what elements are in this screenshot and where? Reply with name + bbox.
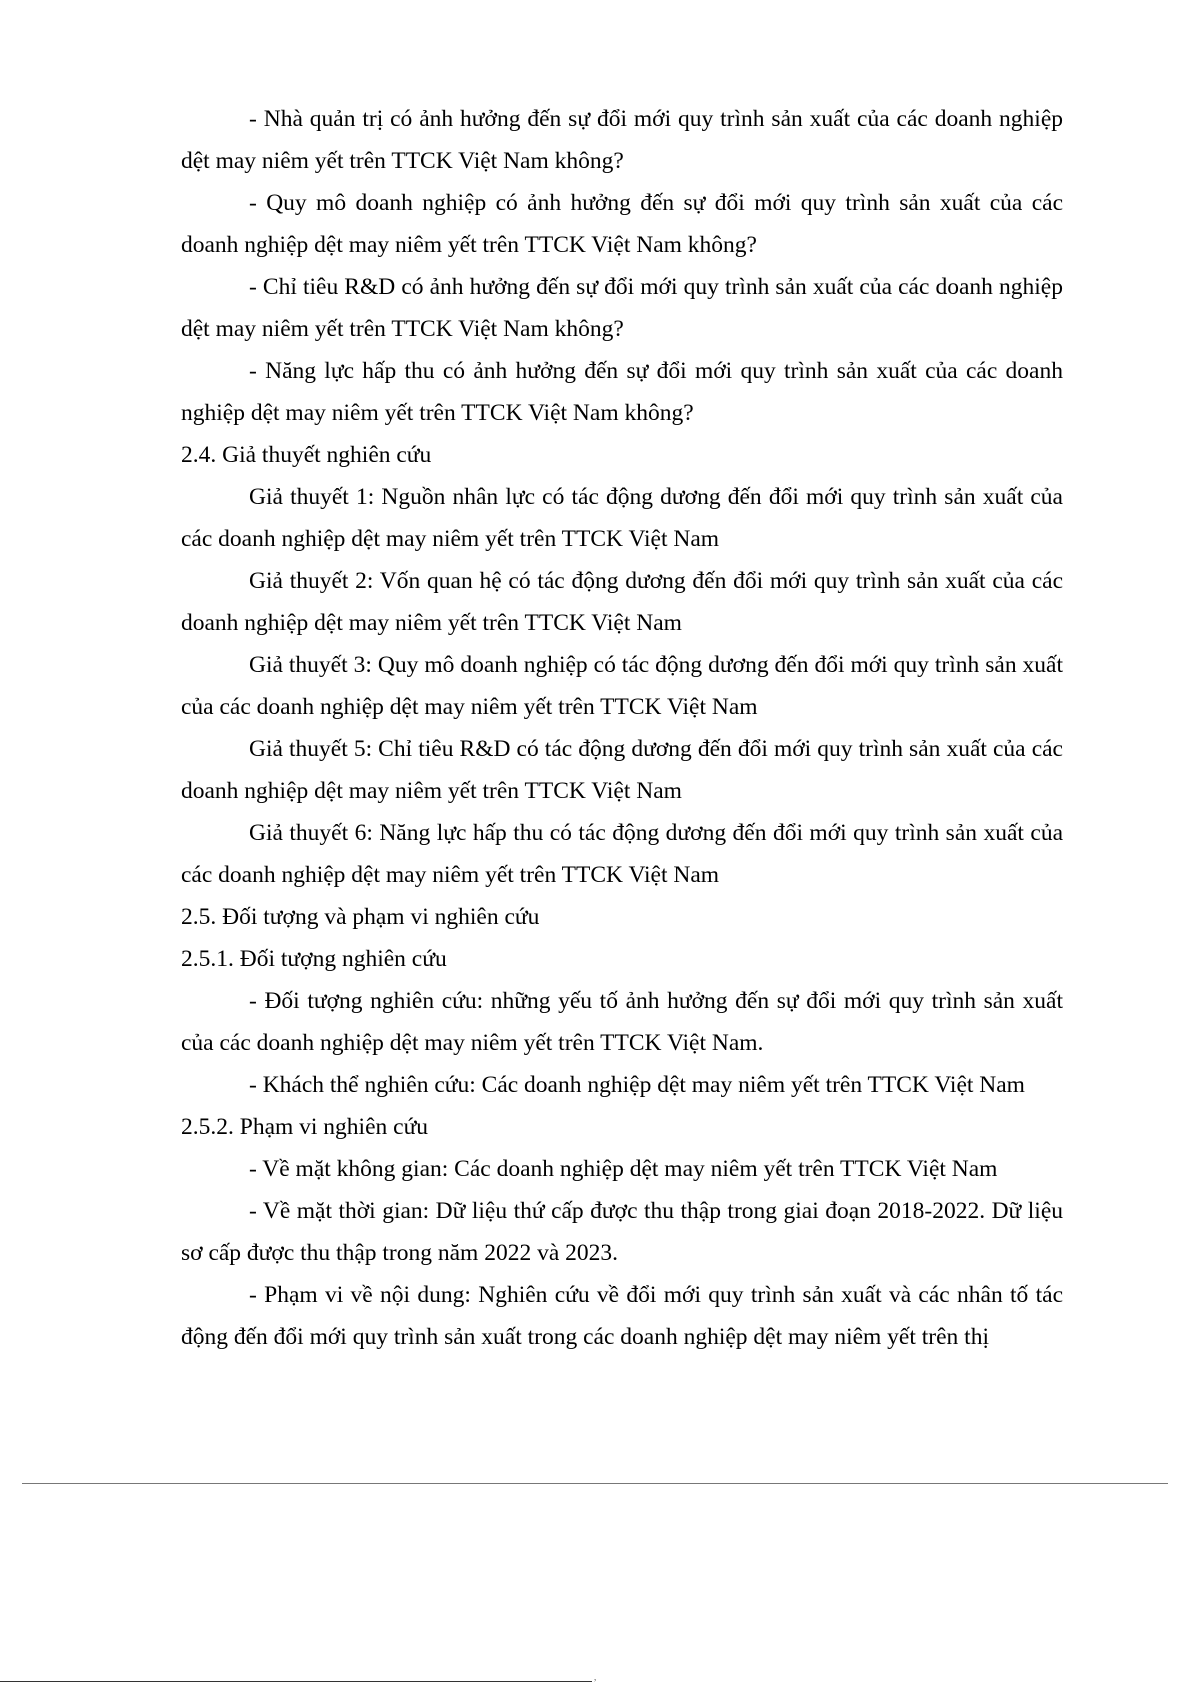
- research-subject: - Khách thể nghiên cứu: Các doanh nghiệp dệt may niêm yết trên TTCK Việt Nam: [249, 1072, 1025, 1098]
- section-heading-2-4: 2.4. Giả thuyết nghiên cứu: [181, 442, 432, 468]
- footnote-mark: ,: [594, 1672, 597, 1682]
- footnote-separator: [0, 1681, 592, 1682]
- question-manager: - Nhà quản trị có ảnh hưởng đến sự đổi mới quy trình sản xuất của các doanh nghiệp dệt may niêm yết trên TTCK Việt Nam không?: [181, 106, 1063, 174]
- section-heading-2-5: 2.5. Đối tượng và phạm vi nghiên cứu: [181, 904, 540, 930]
- section-heading-2-5-2: 2.5.2. Phạm vi nghiên cứu: [181, 1114, 429, 1140]
- hypothesis-2: Giả thuyết 2: Vốn quan hệ có tác động dương đến đổi mới quy trình sản xuất của các doanh nghiệp dệt may niêm yết trên TTCK Việt Nam: [181, 568, 1063, 636]
- hypothesis-3: Giả thuyết 3: Quy mô doanh nghiệp có tác động dương đến đổi mới quy trình sản xuất của các doanh nghiệp dệt may niêm yết trên TTCK Việt Nam: [181, 652, 1063, 720]
- hypothesis-5: Giả thuyết 5: Chỉ tiêu R&D có tác động dương đến đổi mới quy trình sản xuất của các doanh nghiệp dệt may niêm yết trên TTCK Việt Nam: [181, 736, 1063, 804]
- scope-time: - Về mặt thời gian: Dữ liệu thứ cấp được thu thập trong giai đoạn 2018-2022. Dữ liệu sơ cấp được thu thập trong năm 2022 và 2023.: [181, 1198, 1063, 1266]
- hypothesis-1: Giả thuyết 1: Nguồn nhân lực có tác động dương đến đổi mới quy trình sản xuất của các doanh nghiệp dệt may niêm yết trên TTCK Việt Nam: [181, 484, 1063, 552]
- question-rd: - Chỉ tiêu R&D có ảnh hưởng đến sự đổi mới quy trình sản xuất của các doanh nghiệp dệt may niêm yết trên TTCK Việt Nam không?: [181, 274, 1063, 342]
- page-footer-rule: [22, 1483, 1168, 1484]
- question-absorptive-capacity: - Năng lực hấp thu có ảnh hưởng đến sự đổi mới quy trình sản xuất của các doanh nghiệp dệt may niêm yết trên TTCK Việt Nam không?: [181, 358, 1063, 426]
- scope-space: - Về mặt không gian: Các doanh nghiệp dệt may niêm yết trên TTCK Việt Nam: [249, 1156, 998, 1182]
- research-object: - Đối tượng nghiên cứu: những yếu tố ảnh hưởng đến sự đổi mới quy trình sản xuất của các doanh nghiệp dệt may niêm yết trên TTCK Việt Nam.: [181, 988, 1063, 1056]
- document-body: [181, 98, 1063, 1358]
- section-heading-2-5-1: 2.5.1. Đối tượng nghiên cứu: [181, 946, 447, 972]
- hypothesis-6: Giả thuyết 6: Năng lực hấp thu có tác động dương đến đổi mới quy trình sản xuất của các doanh nghiệp dệt may niêm yết trên TTCK Việt Nam: [181, 820, 1063, 888]
- scope-content: - Phạm vi về nội dung: Nghiên cứu về đổi mới quy trình sản xuất và các nhân tố tác động đến đổi mới quy trình sản xuất trong các doanh nghiệp dệt may niêm yết trên thị: [181, 1282, 1063, 1350]
- question-firm-size: - Quy mô doanh nghiệp có ảnh hưởng đến sự đổi mới quy trình sản xuất của các doanh nghiệp dệt may niêm yết trên TTCK Việt Nam không?: [181, 190, 1063, 258]
